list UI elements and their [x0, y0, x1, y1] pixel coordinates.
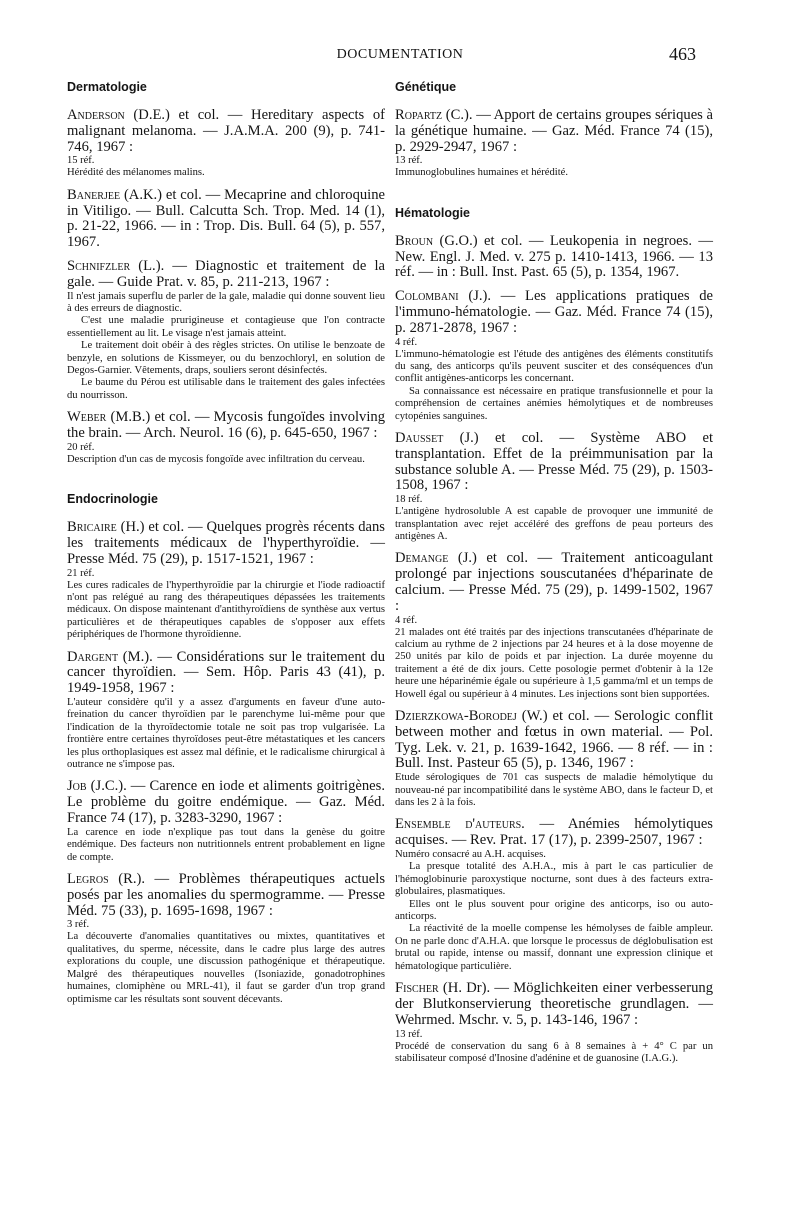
author-name: Demange	[395, 550, 449, 567]
bibliography-entry	[67, 872, 385, 1006]
abstract	[67, 931, 385, 1005]
citation	[395, 108, 713, 155]
citation-text: (L.). — Diagnostic et traitement de la gale. — Guide Prat. v. 85, p. 211-213, 1967 :	[67, 257, 385, 290]
citation	[67, 779, 385, 826]
abstract-paragraph: Description d'un cas de mycosis fongoïde avec infiltration du cerveau.	[67, 453, 365, 465]
right-column	[395, 80, 713, 1073]
abstract-paragraph: Immunoglobulines humaines et hérédité.	[395, 167, 568, 179]
abstract-paragraph: La carence en iode n'explique pas tout dans la genèse du goitre endémique. Des facteurs non nutritionnels entrent probablement en ligne de compte.	[67, 826, 385, 863]
citation-text: (R.). — Problèmes thérapeutiques actuels posés par les anomalies du spermogramme. — Presse Méd. 75 (33), p. 1695-1698, 1967 :	[67, 871, 385, 919]
abstract-paragraph: L'immuno-hématologie est l'étude des antigènes des éléments constitutifs du sang, des anticorps qu'ils peuvent susciter et des conséquences d'un conflit antigènes-anticorps les concernant.	[395, 348, 713, 385]
abstract-paragraph: L'auteur considère qu'il y a assez d'arguments en faveur d'une auto-freination du cancer thyroïdien par le parenchyme lui-même pour que l'indication de la thyroïdectomie totale ne soit pas trop vulgarisée. La frontière entre certaines thyroïdoses peut-être métastatiques et les cancers les plus orthoplasiques est assez mal définie, et le radicalisme chirurgical à outrance ne s'impose pas.	[67, 697, 385, 771]
bibliography-entry	[395, 289, 713, 423]
citation-text: (J.C.). — Carence en iode et aliments goitrigènes. Le problème du goitre endémique. — Gaz. Méd. France 74 (17), p. 3283-3290, 1967 :	[67, 778, 385, 827]
bibliography-entry	[67, 779, 385, 864]
author-name: Dzierzkowa-Borodej	[395, 708, 517, 725]
bibliography-entry	[395, 108, 713, 180]
abstract	[395, 1041, 713, 1066]
section-heading: Génétique	[395, 80, 457, 94]
section-heading: Endocrinologie	[67, 492, 158, 507]
abstract-paragraph: Numéro consacré au A.H. acquises.	[395, 849, 546, 861]
author-name: Fischer	[395, 980, 439, 997]
page-header	[0, 44, 800, 68]
citation	[67, 410, 385, 442]
reference-count: 20 réf.	[67, 441, 95, 453]
citation	[67, 188, 385, 251]
author-name: Dargent	[67, 648, 119, 665]
abstract-paragraph: La découverte d'anomalies quantitatives ou mixtes, quantitatives et qualitatives, du sperme, nécessite, dans le cadre plus large des autres explorations du couple, une discussion pathogénique et thérapeutique. Malgré des thérapeutiques nouvelles (Isoniazide, gonadotrophines humaines, clomiphène ou MRL-41), il faut se garder d'un trop grand optimisme car les résultats sont souvent décevants.	[67, 931, 385, 1005]
citation-text: (H.) et col. — Quelques progrès récents dans les traitements médicaux de l'hyperthyroïdie. — Presse Méd. 75 (29), p. 1517-1521, 1967 :	[67, 519, 385, 567]
citation	[395, 289, 713, 336]
abstract-paragraph: 21 malades ont été traités par des injections transcutanées d'héparinate de calcium au rythme de 2 injections par 24 heures et à la dose moyenne de 250 unités par kilo de poids et par injection. La durée moyenne du traitement a été de dix jours. Cette posologie permet d'obtenir à la 12e heure une héparinémie égale ou supérieure à 1,5 gamma/ml et un temps de Howell égal ou supérieur à 4 minutes. Les injections sont bien supportées.	[395, 626, 713, 700]
citation-text: (M.). — Considérations sur le traitement du cancer thyroïdien. — Sem. Hôp. Paris 43 (41), p. 1949-1958, 1967 :	[67, 648, 385, 697]
reference-count: 13 réf.	[395, 155, 423, 167]
author-name: Broun	[395, 232, 434, 249]
citation	[395, 817, 713, 849]
abstract	[395, 506, 713, 543]
abstract	[395, 167, 713, 179]
author-name: Dausset	[395, 430, 444, 447]
abstract-paragraph: Hérédité des mélanomes malins.	[67, 167, 205, 179]
reference-count: 3 réf.	[67, 919, 90, 931]
bibliography-entry	[395, 709, 713, 809]
author-name: Bricaire	[67, 519, 117, 536]
abstract-paragraph: L'antigène hydrosoluble A est capable de provoquer une immunité de transplantation avec rejet accéléré des greffons de peau porteurs des antigènes A.	[395, 506, 713, 543]
abstract	[67, 291, 385, 403]
abstract-paragraph: Sa connaissance est nécessaire en pratique transfusionnelle et pour la compréhension de certaines anémies hémolytiques et de nombreuses cytopénies sanguines.	[395, 385, 713, 422]
abstract-paragraph: Le traitement doit obéir à des règles strictes. On utilise le benzoate de benzyle, en solutions de Kissmeyer, ou du benzochloryl, en solution de Degos-Garnier. Vêtements, draps, souliers seront désinfectés.	[67, 340, 385, 377]
abstract	[395, 627, 713, 701]
abstract	[67, 580, 385, 642]
author-name: Schnifzler	[67, 257, 131, 274]
bibliography-entry	[67, 410, 385, 466]
abstract-paragraph: Il n'est jamais superflu de parler de la gale, maladie qui donne souvent lieu à des erreurs de diagnostic.	[67, 290, 385, 314]
bibliography-entry	[395, 234, 713, 281]
abstract	[67, 697, 385, 771]
running-title: DOCUMENTATION	[336, 47, 464, 62]
bibliography-entry	[67, 188, 385, 251]
author-name: Ensemble d'auteurs	[395, 816, 522, 833]
bibliography-entry	[395, 551, 713, 701]
abstract	[395, 772, 713, 809]
section-heading: Dermatologie	[67, 80, 147, 94]
reference-count: 4 réf.	[395, 336, 418, 348]
citation-text: (D.E.) et col. — Hereditary aspects of malignant melanoma. — J.A.M.A. 200 (9), p. 741-746, 1967 :	[67, 107, 385, 155]
abstract-paragraph: Les cures radicales de l'hyperthyroïdie par la chirurgie et l'iode radioactif n'ont pas relégué au rang des thérapeutiques dépassées les traitements médicaux. On dispose maintenant d'antithyroïdiens de synthèse aux vertus particulières et de thérapeutiques capables de s'opposer aux effets périphériques de l'hormone thyroïdienne.	[67, 579, 385, 641]
reference-count: 13 réf.	[395, 1028, 423, 1040]
citation-text: (G.O.) et col. — Leukopenia in negroes. — New. Engl. J. Med. v. 275 p. 1410-1413, 1966. — 13 réf. — in : Bull. Inst. Past. 65 (5), p. 1354, 1967.	[395, 232, 713, 281]
abstract-paragraph: La presque totalité des A.H.A., mis à part le cas particulier de l'hémoglobinurie paroxystique nocturne, sont dues à des facteurs extra-globulaires, plasmatiques.	[395, 861, 713, 898]
bibliography-entry	[395, 817, 713, 973]
bibliography-entry	[67, 259, 385, 402]
citation	[67, 108, 385, 155]
citation	[395, 551, 713, 614]
citation	[67, 259, 385, 291]
citation-text: (J.) et col. — Système ABO et transplantation. Effet de la préimmunisation par la substance soluble A. — Presse Méd. 75 (29), p. 1503-1508, 1967 :	[395, 430, 713, 494]
citation	[67, 650, 385, 697]
reference-count: 18 réf.	[395, 494, 423, 506]
citation-text: (A.K.) et col. — Mecaprine and chloroquine in Vitiligo. — Bull. Calcutta Sch. Trop. Med. 14 (1), p. 21-22, 1966. — in : Trop. Dis. Bull. 64 (5), p. 557, 1967.	[67, 186, 385, 251]
author-name: Job	[67, 778, 87, 795]
abstract	[395, 349, 713, 423]
author-name: Colombani	[395, 288, 459, 305]
citation	[395, 234, 713, 281]
bibliography-entry	[395, 431, 713, 543]
author-name: Ropartz	[395, 107, 443, 123]
bibliography-entry	[67, 108, 385, 180]
abstract-paragraph: Le baume du Pérou est utilisable dans le traitement des gales infectées du nourrisson.	[67, 377, 385, 401]
citation-text: (J.). — Les applications pratiques de l'immuno-hématologie. — Gaz. Méd. France 74 (15), p. 2871-2878, 1967 :	[395, 288, 713, 336]
abstract-paragraph: Procédé de conservation du sang 6 à 8 semaines à + 4° C par un stabilisateur composé d'Inosine d'adénine et de guanosine (I.A.G.).	[395, 1040, 713, 1064]
citation-text: (M.B.) et col. — Mycosis fungoïdes involving the brain. — Arch. Neurol. 16 (6), p. 645-650, 1967 :	[67, 409, 385, 442]
citation	[395, 709, 713, 772]
reference-count: 21 réf.	[67, 567, 95, 579]
page-number: 463	[669, 44, 696, 64]
abstract	[395, 849, 713, 973]
abstract-paragraph: Etude sérologiques de 701 cas suspects de maladie hémolytique du nouveau-né par incompatibilité dans le système ABO, dans le facteur D, et dans les 2 à la fois.	[395, 772, 713, 809]
abstract-paragraph: La réactivité de la moelle compense les hémolyses de faible ampleur. On ne parle donc d'A.H.A. que lorsque le processus de déglobulisation est brutal ou rapide, intense ou massif, donnant une expression clinique et hématologique particulière.	[395, 923, 713, 972]
citation	[395, 981, 713, 1028]
citation-text: (W.) et col. — Serologic conflit between mother and fœtus in own material. — Pol. Tyg. Lek. v. 21, p. 1639-1642, 1966. — 8 réf. — in : Bull. Inst. Pasteur 65 (5), p. 1346, 1967 :	[395, 708, 713, 772]
section-heading: Hématologie	[395, 205, 471, 220]
abstract-paragraph: Elles ont le plus souvent pour origine des anticorps, iso ou auto-anticorps.	[395, 898, 713, 923]
citation-text: (H. Dr). — Möglichkeiten einer verbesserung der Blutkonservierung theoretische grundlagen. — Wehrmed. Mschr. v. 5, p. 143-146, 1967 :	[395, 980, 713, 1028]
author-name: Banerjee	[67, 186, 121, 203]
citation-text: (C.). — Apport de certains groupes sériques à la génétique humaine. — Gaz. Méd. France 74 (15), p. 2929-2947, 1967 :	[395, 107, 713, 155]
reference-count: 15 réf.	[67, 155, 95, 167]
author-name: Legros	[67, 871, 109, 888]
bibliography-entry	[67, 650, 385, 772]
abstract-paragraph: C'est une maladie prurigineuse et contagieuse que l'on contracte essentiellement au lit. Le visage n'est jamais atteint.	[67, 315, 385, 339]
citation	[67, 520, 385, 567]
author-name: Anderson	[67, 107, 125, 123]
bibliography-entry	[67, 520, 385, 641]
citation	[67, 872, 385, 919]
citation-text: (J.) et col. — Traitement anticoagulant prolongé par injections souscutanées d'héparinate de calcium. — Presse Méd. 75 (29), p. 1499-1502, 1967 :	[395, 550, 713, 614]
reference-count: 4 réf.	[395, 614, 418, 626]
left-column	[67, 80, 385, 1014]
abstract	[67, 454, 385, 466]
abstract	[67, 167, 385, 179]
author-name: Weber	[67, 409, 107, 426]
citation	[395, 431, 713, 494]
abstract	[67, 827, 385, 864]
bibliography-entry	[395, 981, 713, 1065]
citation-text: . — Anémies hémolytiques acquises. — Rev. Prat. 17 (17), p. 2399-2507, 1967 :	[395, 816, 713, 849]
